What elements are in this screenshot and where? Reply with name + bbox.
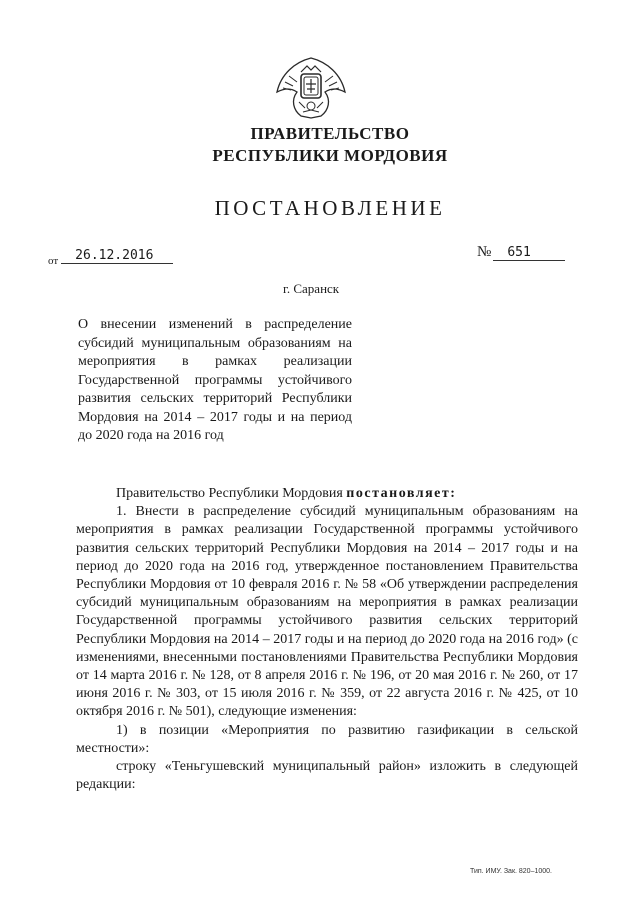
coat-of-arms-icon xyxy=(271,52,351,122)
org-name-line2: РЕСПУБЛИКИ МОРДОВИЯ xyxy=(212,146,448,165)
body-lead xyxy=(76,485,578,503)
city-label: г. Саранск xyxy=(283,281,340,296)
org-name-line1: ПРАВИТЕЛЬСТВО xyxy=(250,124,410,143)
print-info-footer: Тип. ИМУ. Зак. 820–1000. xyxy=(470,868,552,875)
number-prefix: № xyxy=(477,244,492,260)
document-date: 26.12.2016 xyxy=(61,248,173,264)
document-body xyxy=(76,485,578,794)
body-paragraph-1: 1. Внести в распределение субсидий муниципальным образованиям на мероприятия в рамках реализации Государственной программы устойчивого развития сельских территорий Республики Мордовия на 2014 – 2017 годы и на период до 2020 года на 2016 год, утвержденное постановлением Правительства Республики Мордовия от 10 февраля 2016 г. № 58 «Об утверждении распределения субсидий муниципальным образованиям на мероприятия в рамках реализации Государственной программы устойчивого развития сельских территорий Республики Мордовия на 2014 – 2017 годы и на период до 2020 года на 2016 год» (с изменениями, внесенными постановлениями Правительства Республики Мордовия от 14 марта 2016 г. № 128, от 8 апреля 2016 г. № 196, от 20 мая 2016 г. № 260, от 17 июня 2016 г. № 303, от 15 июля 2016 г. № 359, от 22 августа 2016 г. № 425, от 10 октября 2016 г. № 501), следующие изменения: xyxy=(76,504,578,720)
lead-verb: постановляет: xyxy=(346,486,457,501)
date-prefix: от xyxy=(48,255,59,267)
document-number-field xyxy=(477,244,565,261)
lead-text: Правительство Республики Мордовия xyxy=(116,486,347,501)
document-date-field xyxy=(48,247,173,267)
body-paragraph-3: строку «Теньгушевский муниципальный район» изложить в следующей редакции: xyxy=(76,759,578,793)
document-number: 651 xyxy=(493,245,565,261)
document-type-title: ПОСТАНОВЛЕНИЕ xyxy=(214,196,446,220)
document-subject: О внесении изменений в распределение субсидий муниципальным образованиям на мероприятия в рамках реализации Государственной программы устойчивого развития сельских территорий Республики Мордовия на 2014 – 2017 годы и на период до 2020 года на 2016 год xyxy=(78,317,352,443)
body-paragraph-2: 1) в позиции «Мероприятия по развитию газификации в сельской местности»: xyxy=(76,722,578,756)
